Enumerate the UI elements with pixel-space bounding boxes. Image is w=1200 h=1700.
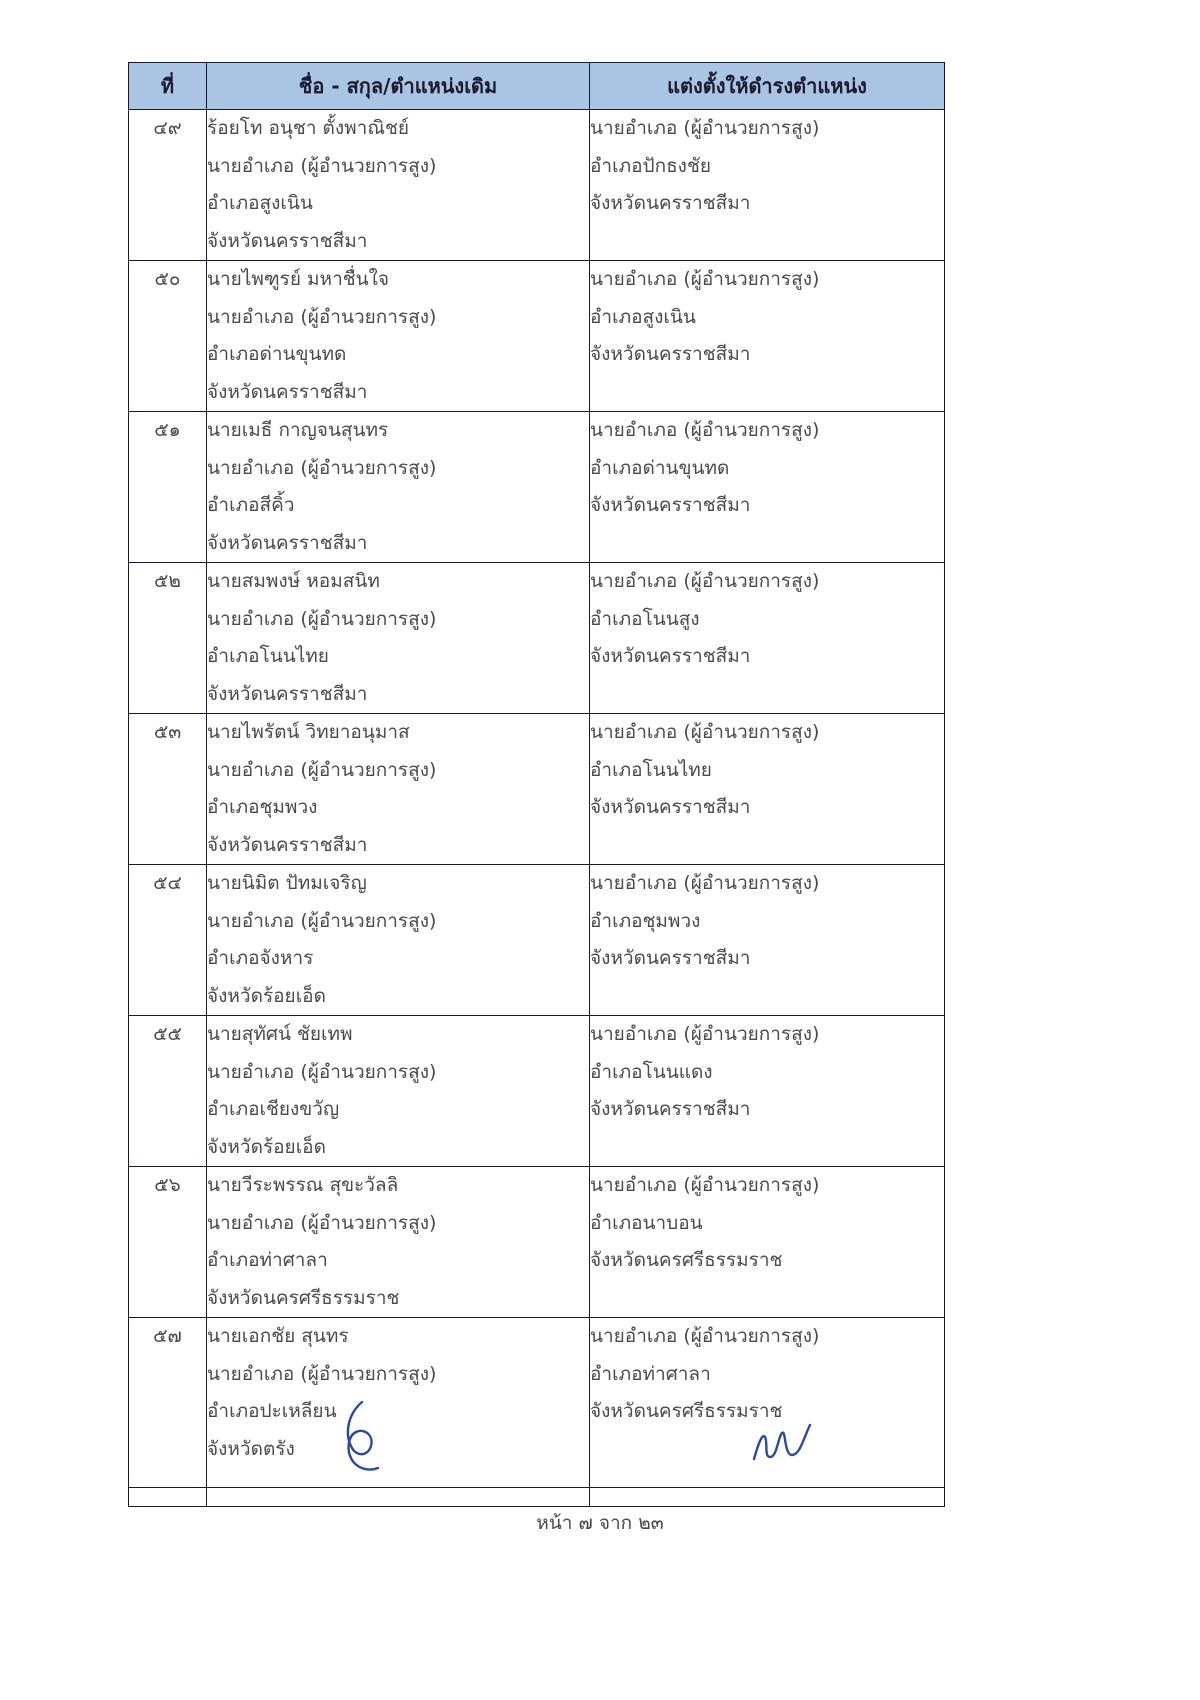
person-name: นายเมธี กาญจนสุนทร [207,419,389,441]
person-name: นายไพฑูรย์ มหาชื่นใจ [207,268,390,290]
new-position: นายอำเภอ (ผู้อำนวยการสูง) [590,419,820,441]
current-province: จังหวัดร้อยเอ็ด [207,984,326,1007]
current-position: นายอำเภอ (ผู้อำนวยการสูง) [207,305,437,328]
current-district: อำเภอสูงเนิน [207,192,313,214]
new-district: อำเภอปักธงชัย [590,154,711,177]
new-position: นายอำเภอ (ผู้อำนวยการสูง) [590,570,820,592]
person-name: ร้อยโท อนุชา ตั้งพาณิชย์ [207,117,409,139]
new-province: จังหวัดนครราชสีมา [590,796,751,818]
row-number: ๕๖ [129,1167,207,1318]
current-district: อำเภอโนนไทย [207,645,329,667]
current-province: จังหวัดร้อยเอ็ด [207,1135,326,1158]
column-header-appointment: แต่งตั้งให้ดำรงตำแหน่ง [590,63,945,110]
table-row [129,714,945,865]
new-province: จังหวัดนครศรีธรรมราช [590,1249,783,1271]
new-district: อำเภอด่านขุนทด [590,456,730,479]
row-current-info [207,865,590,1016]
person-name: นายสมพงษ์ หอมสนิท [207,570,380,592]
row-new-info [590,714,945,865]
current-province: จังหวัดนครราชสีมา [207,833,368,856]
table-body [129,110,945,1507]
table-row [129,412,945,563]
new-province: จังหวัดนครราชสีมา [590,192,751,214]
new-position: นายอำเภอ (ผู้อำนวยการสูง) [590,1174,820,1196]
current-province: จังหวัดนครราชสีมา [207,380,368,403]
row-current-info [207,1167,590,1318]
new-province: จังหวัดนครราชสีมา [590,343,751,365]
row-current-info [207,1016,590,1167]
new-position: นายอำเภอ (ผู้อำนวยการสูง) [590,721,820,743]
current-position: นายอำเภอ (ผู้อำนวยการสูง) [207,909,437,932]
current-province: จังหวัดนครราชสีมา [207,229,368,252]
row-number: ๕๑ [129,412,207,563]
row-number: ๕๕ [129,1016,207,1167]
row-new-info [590,110,945,261]
new-district: อำเภอสูงเนิน [590,305,696,328]
current-position: นายอำเภอ (ผู้อำนวยการสูง) [207,456,437,479]
row-current-info [207,110,590,261]
new-province: จังหวัดนครศรีธรรมราช [590,1400,783,1422]
current-position: นายอำเภอ (ผู้อำนวยการสูง) [207,1060,437,1083]
current-position: นายอำเภอ (ผู้อำนวยการสูง) [207,1211,437,1234]
new-district: อำเภอโนนแดง [590,1060,713,1083]
row-new-info [590,1167,945,1318]
new-position: นายอำเภอ (ผู้อำนวยการสูง) [590,1325,820,1347]
appointment-table [128,62,945,1507]
new-position: นายอำเภอ (ผู้อำนวยการสูง) [590,268,820,290]
table-row [129,1016,945,1167]
row-current-info [207,714,590,865]
table-row [129,865,945,1016]
row-number: ๕๓ [129,714,207,865]
new-district: อำเภอโนนไทย [590,758,712,781]
current-position: นายอำเภอ (ผู้อำนวยการสูง) [207,758,437,781]
new-district: อำเภอท่าศาลา [590,1362,711,1385]
new-position: นายอำเภอ (ผู้อำนวยการสูง) [590,872,820,894]
new-province: จังหวัดนครราชสีมา [590,494,751,516]
new-district: อำเภอชุมพวง [590,909,701,932]
new-position: นายอำเภอ (ผู้อำนวยการสูง) [590,117,820,139]
current-district: อำเภอท่าศาลา [207,1249,328,1271]
current-position: นายอำเภอ (ผู้อำนวยการสูง) [207,154,437,177]
row-new-info [590,1318,945,1507]
current-district: อำเภอจังหาร [207,947,314,969]
current-district: อำเภอสีคิ้ว [207,494,295,516]
row-current-info [207,1318,590,1507]
table-header-row [129,63,945,110]
current-district: อำเภอด่านขุนทด [207,343,347,365]
row-number: ๕๔ [129,865,207,1016]
current-district: อำเภอเชียงขวัญ [207,1098,340,1120]
row-new-info [590,261,945,412]
current-district: อำเภอปะเหลียน [207,1400,337,1422]
row-new-info [590,865,945,1016]
current-province: จังหวัดนครราชสีมา [207,682,368,705]
column-header-name: ชื่อ - สกุล/ตำแหน่งเดิม [207,63,590,110]
person-name: นายเอกชัย สุนทร [207,1325,349,1347]
row-current-info [207,563,590,714]
spacer [590,1431,944,1469]
new-district: อำเภอโนนสูง [590,607,700,630]
current-district: อำเภอชุมพวง [207,796,318,818]
table-row [129,1318,945,1507]
table-row [129,261,945,412]
current-position: นายอำเภอ (ผู้อำนวยการสูง) [207,607,437,630]
new-province: จังหวัดนครราชสีมา [590,1098,751,1120]
table-row [129,110,945,261]
person-name: นายสุทัศน์ ชัยเทพ [207,1023,353,1045]
new-province: จังหวัดนครราชสีมา [590,645,751,667]
new-district: อำเภอนาบอน [590,1211,703,1234]
row-current-info [207,261,590,412]
table-bottom-border [128,1487,944,1488]
person-name: นายนิมิต ปัทมเจริญ [207,872,367,894]
table-row [129,1167,945,1318]
table-row [129,563,945,714]
new-province: จังหวัดนครราชสีมา [590,947,751,969]
current-position: นายอำเภอ (ผู้อำนวยการสูง) [207,1362,437,1385]
row-new-info [590,1016,945,1167]
new-position: นายอำเภอ (ผู้อำนวยการสูง) [590,1023,820,1045]
row-number: ๔๙ [129,110,207,261]
row-new-info [590,563,945,714]
row-new-info [590,412,945,563]
page-footer: หน้า ๗ จาก ๒๓ [536,1512,664,1534]
person-name: นายวีระพรรณ สุขะวัลลิ [207,1174,399,1196]
column-header-no: ที่ [129,63,207,110]
row-number: ๕๗ [129,1318,207,1507]
row-number: ๕๒ [129,563,207,714]
table-header [129,63,945,110]
current-province: จังหวัดตรัง [207,1437,295,1460]
current-province: จังหวัดนครศรีธรรมราช [207,1286,400,1309]
current-province: จังหวัดนครราชสีมา [207,531,368,554]
person-name: นายไพรัตน์ วิทยาอนุมาส [207,721,410,743]
row-number: ๕๐ [129,261,207,412]
row-current-info [207,412,590,563]
